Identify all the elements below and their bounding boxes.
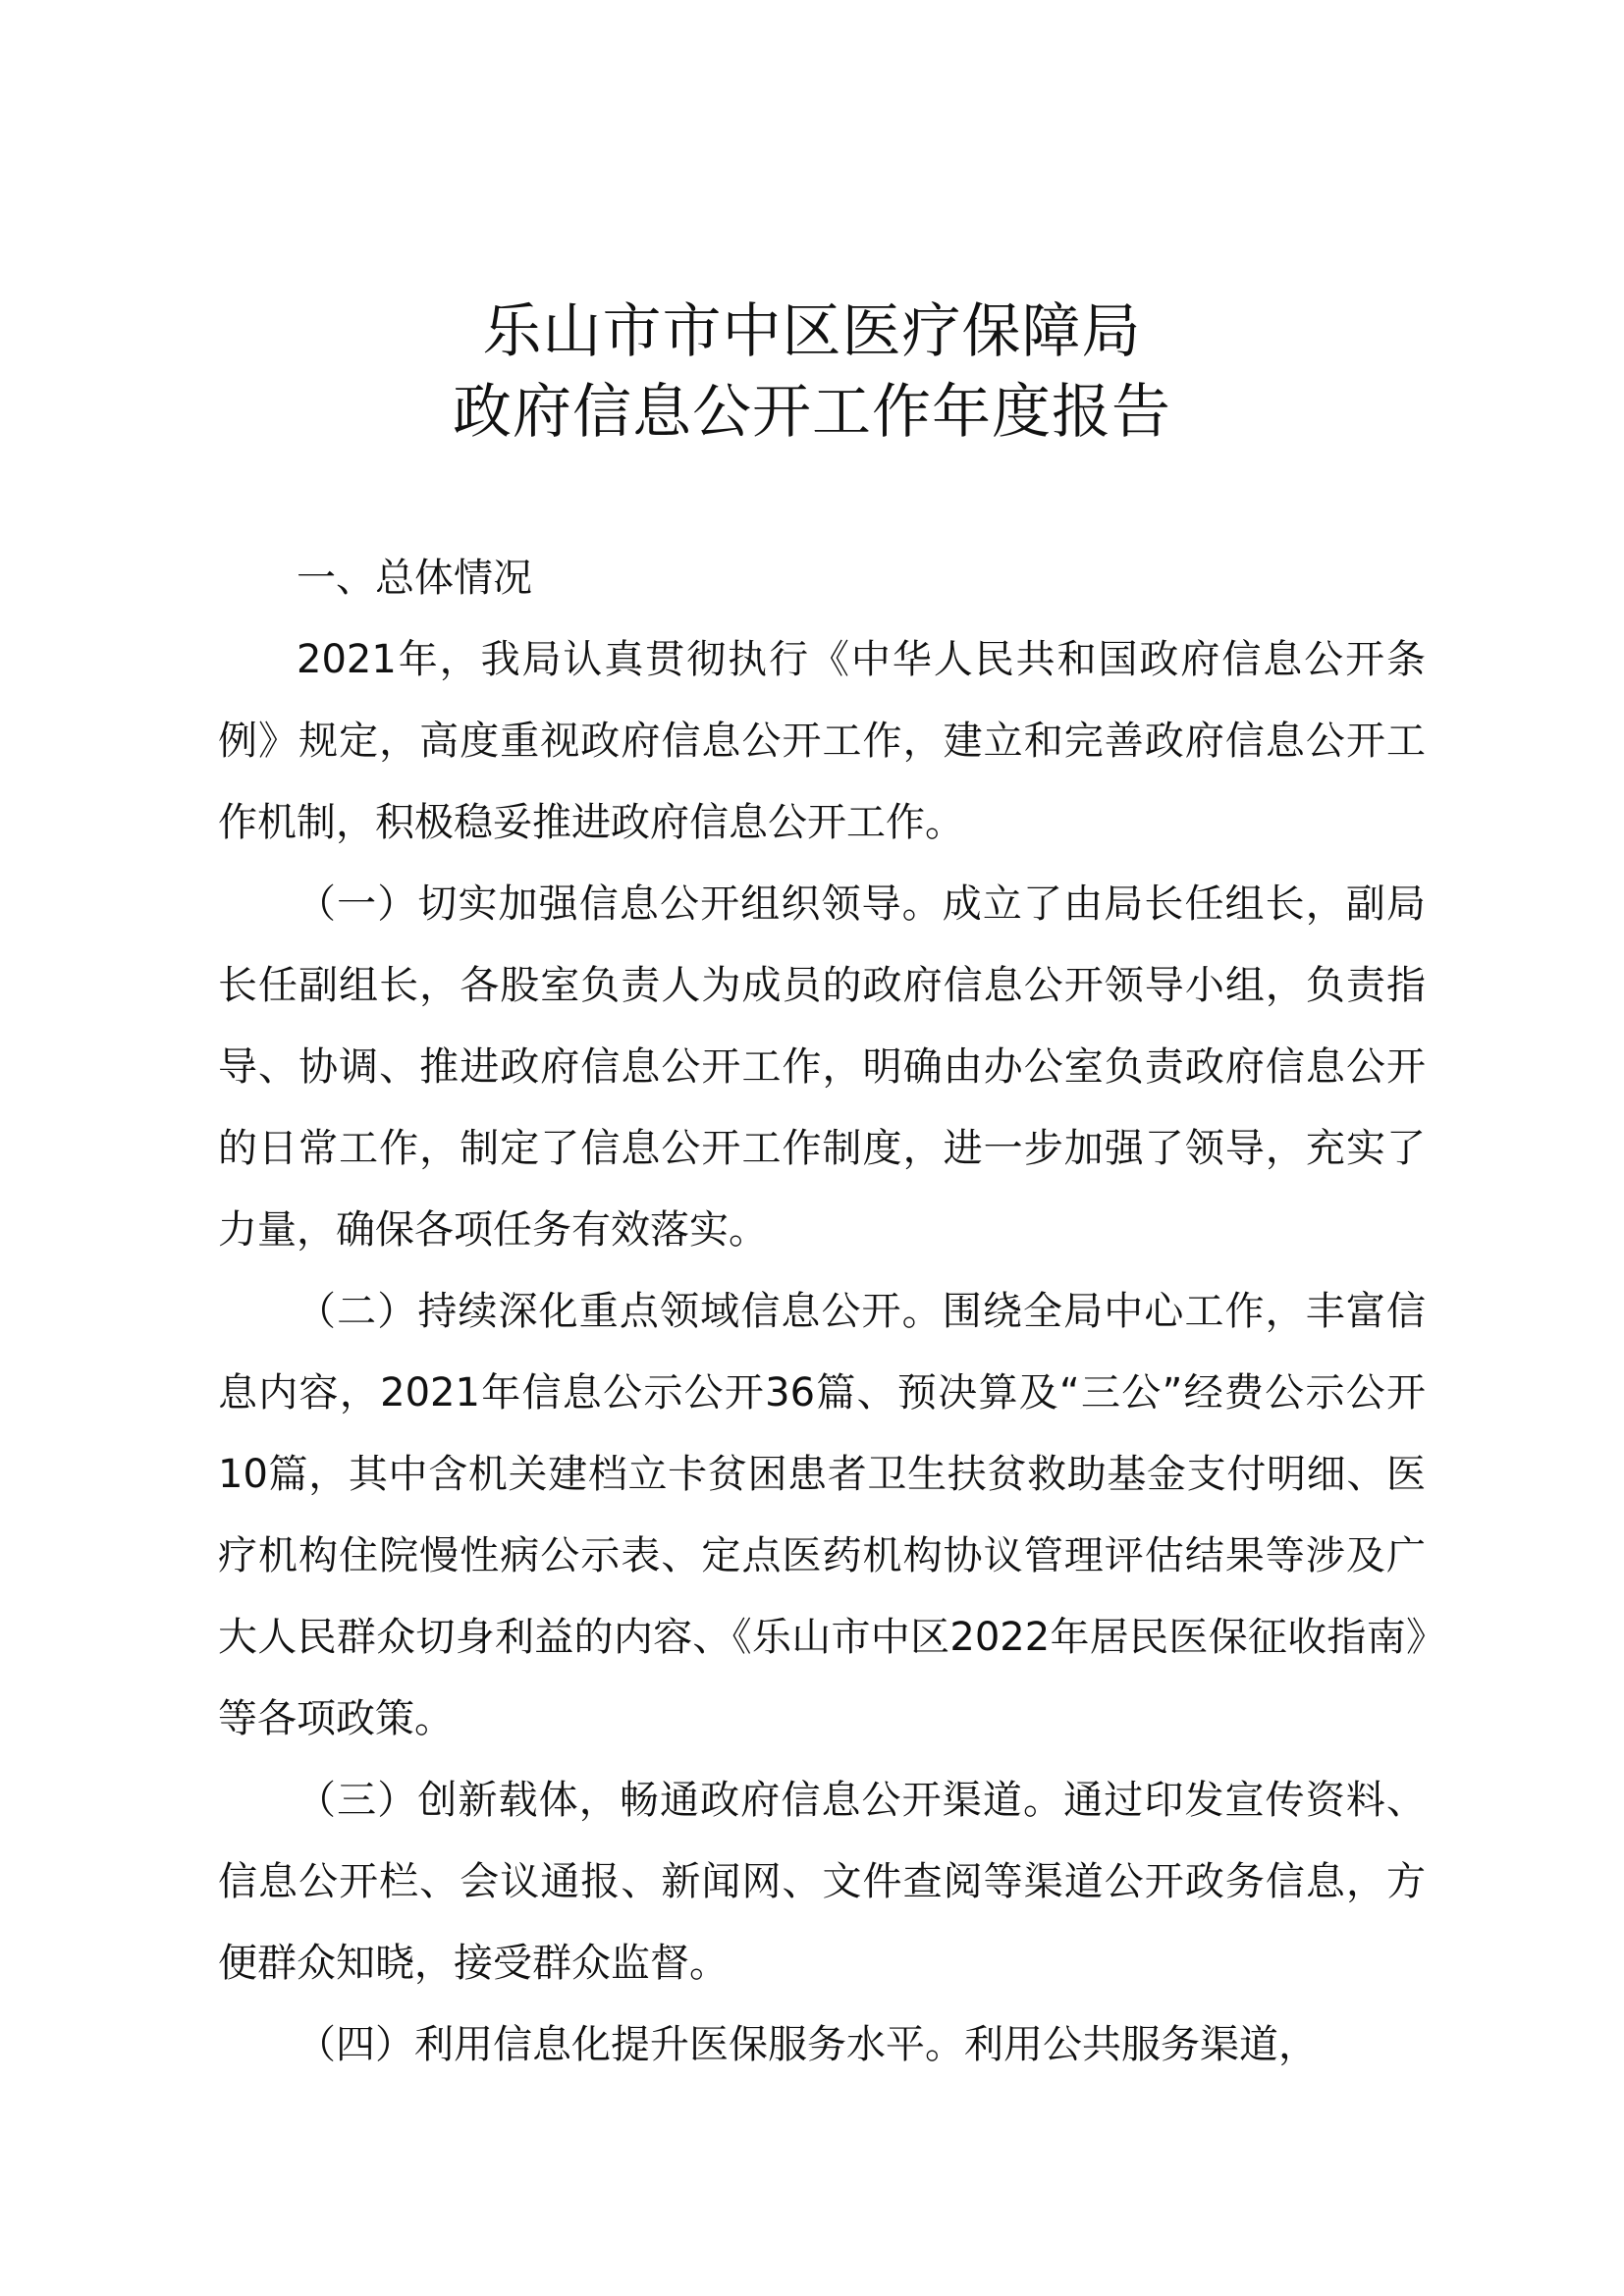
document-title-line2: 政府信息公开工作年度报告 bbox=[453, 378, 1171, 447]
paragraph-key-areas: （二）持续深化重点领域信息公开。围绕全局中心工作，丰富信息内容，2021年信息公示公开36篇、预决算及“三公”经费公示公开10篇，其中含机关建档立卡贫困患者卫生扶贫救助基金支付明细、医疗机构住院慢性病公示表、定点医药机构协议管理评估结果等涉及广大人民群众切身利益的内容、《乐山市中区2022年居民医保征收指南》等各项政策。 bbox=[218, 1289, 1426, 1741]
paragraph-informatization: （四）利用信息化提升医保服务水平。利用公共服务渠道， bbox=[297, 2022, 1318, 2067]
document-body bbox=[218, 538, 1426, 2086]
paragraph-channels: （三）创新载体，畅通政府信息公开渠道。通过印发宣传资料、信息公开栏、会议通报、新闻网、文件查阅等渠道公开政务信息，方便群众知晓，接受群众监督。 bbox=[218, 1778, 1426, 1986]
document-title-line1: 乐山市市中区医疗保障局 bbox=[482, 297, 1142, 366]
paragraph-intro: 2021年，我局认真贯彻执行《中华人民共和国政府信息公开条例》规定，高度重视政府信息公开工作，建立和完善政府信息公开工作机制，积极稳妥推进政府信息公开工作。 bbox=[218, 637, 1426, 845]
paragraph-organization: （一）切实加强信息公开组织领导。成立了由局长任组长，副局长任副组长，各股室负责人为成员的政府信息公开领导小组，负责指导、协调、推进政府信息公开工作，明确由办公室负责政府信息公开的日常工作，制定了信息公开工作制度，进一步加强了领导，充实了力量，确保各项任务有效落实。 bbox=[218, 881, 1426, 1253]
section-heading-overview: 一、总体情况 bbox=[297, 556, 532, 601]
